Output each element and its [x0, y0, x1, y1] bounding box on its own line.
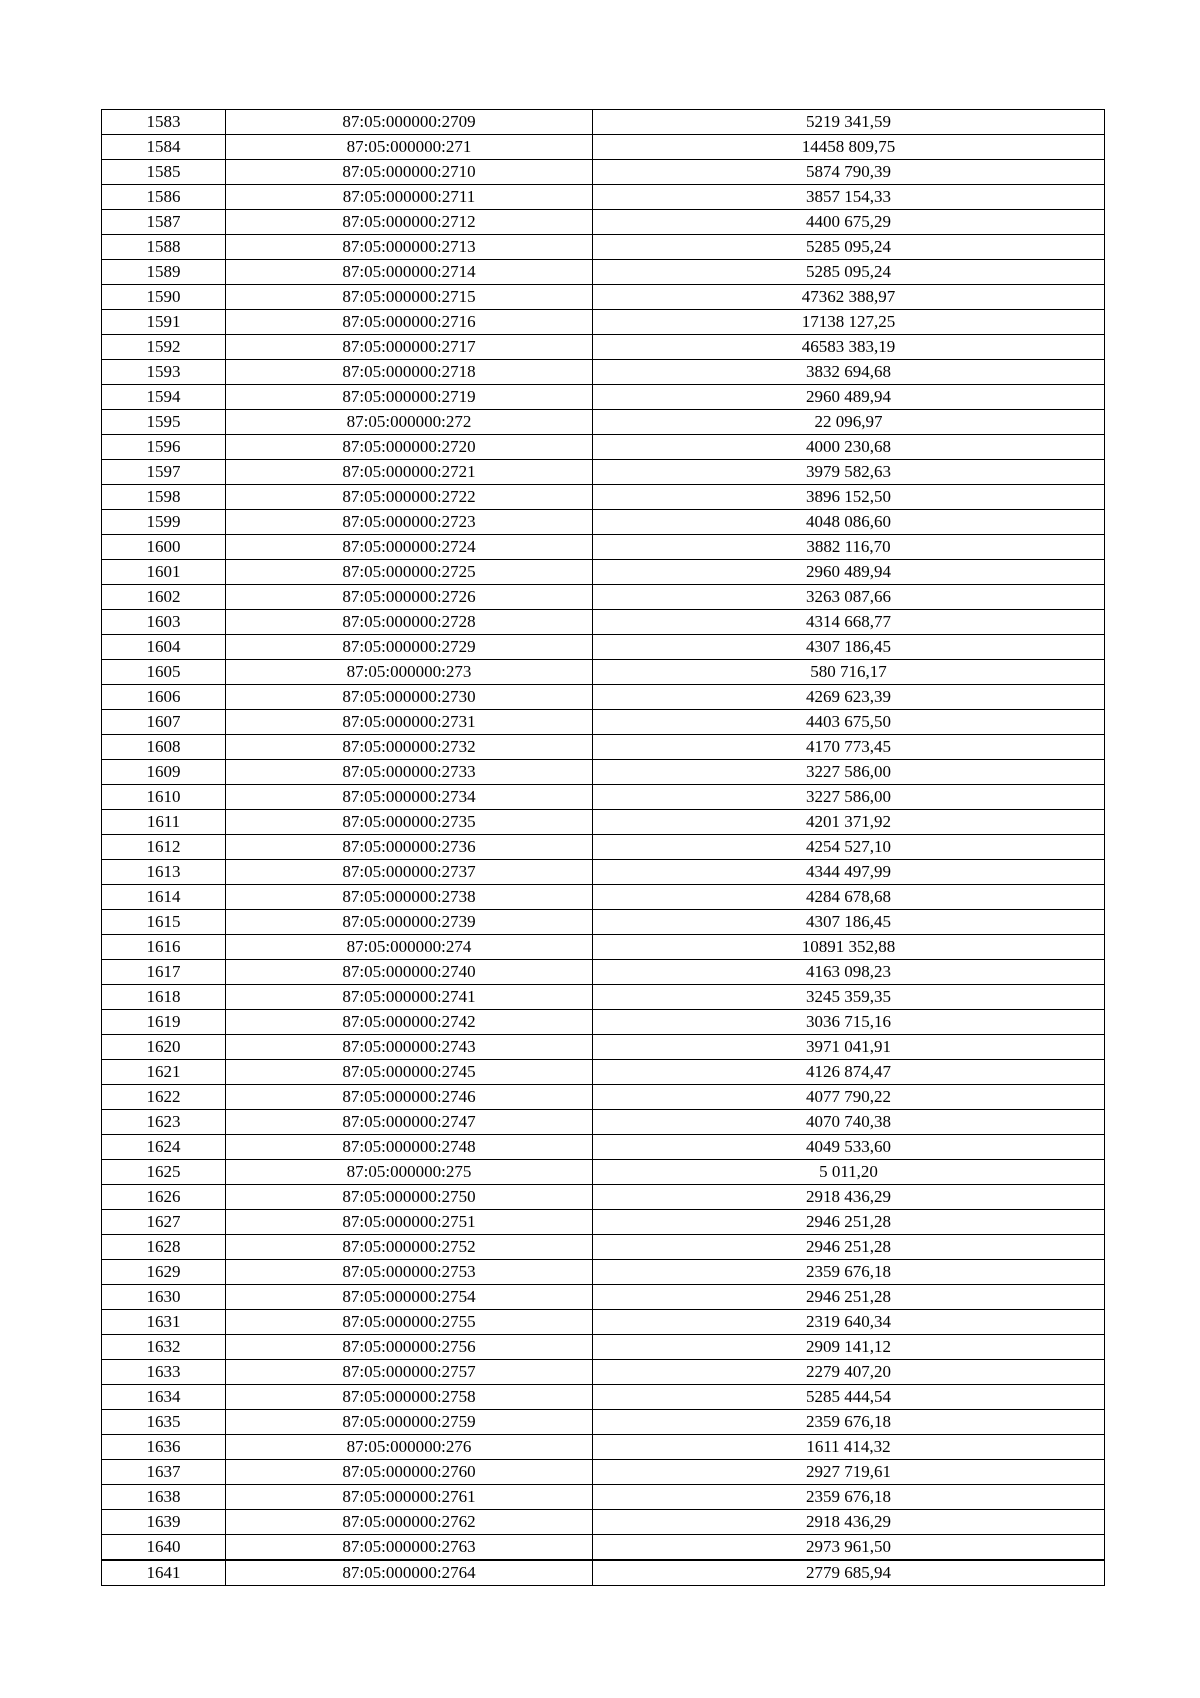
- table-row: [102, 1485, 1105, 1510]
- cadastral-number-cell: 87:05:000000:2710: [226, 160, 593, 185]
- row-number-cell: 1590: [102, 285, 226, 310]
- row-number-cell: 1592: [102, 335, 226, 360]
- cadastral-number-cell: 87:05:000000:2760: [226, 1460, 593, 1485]
- row-number-cell: 1585: [102, 160, 226, 185]
- value-cell: 5285 444,54: [593, 1385, 1105, 1410]
- cadastral-number-cell: 87:05:000000:2711: [226, 185, 593, 210]
- row-number-cell: 1613: [102, 860, 226, 885]
- table-row: [102, 285, 1105, 310]
- cadastral-number-cell: 87:05:000000:2759: [226, 1410, 593, 1435]
- row-number-cell: 1637: [102, 1460, 226, 1485]
- row-number-cell: 1621: [102, 1060, 226, 1085]
- cadastral-number-cell: 87:05:000000:2747: [226, 1110, 593, 1135]
- table-row: [102, 135, 1105, 160]
- value-cell: 4170 773,45: [593, 735, 1105, 760]
- table-row: [102, 910, 1105, 935]
- row-number-cell: 1633: [102, 1360, 226, 1385]
- table-row: [102, 1185, 1105, 1210]
- table-row: [102, 1010, 1105, 1035]
- table-row: [102, 210, 1105, 235]
- table-row: [102, 510, 1105, 535]
- row-number-cell: 1638: [102, 1485, 226, 1510]
- cadastral-number-cell: 87:05:000000:2757: [226, 1360, 593, 1385]
- table-row: [102, 335, 1105, 360]
- table-row: [102, 410, 1105, 435]
- value-cell: 2909 141,12: [593, 1335, 1105, 1360]
- value-cell: 4126 874,47: [593, 1060, 1105, 1085]
- row-number-cell: 1639: [102, 1510, 226, 1535]
- cadastral-number-cell: 87:05:000000:2742: [226, 1010, 593, 1035]
- row-number-cell: 1584: [102, 135, 226, 160]
- cadastral-number-cell: 87:05:000000:2762: [226, 1510, 593, 1535]
- row-number-cell: 1617: [102, 960, 226, 985]
- cadastral-number-cell: 87:05:000000:2713: [226, 235, 593, 260]
- cadastral-number-cell: 87:05:000000:2723: [226, 510, 593, 535]
- document-table-container: [101, 109, 1104, 1586]
- table-row: [102, 885, 1105, 910]
- table-row: [102, 760, 1105, 785]
- value-cell: 5874 790,39: [593, 160, 1105, 185]
- value-cell: 4048 086,60: [593, 510, 1105, 535]
- row-number-cell: 1626: [102, 1185, 226, 1210]
- row-number-cell: 1623: [102, 1110, 226, 1135]
- table-row: [102, 860, 1105, 885]
- row-number-cell: 1591: [102, 310, 226, 335]
- cadastral-number-cell: 87:05:000000:2720: [226, 435, 593, 460]
- cadastral-number-cell: 87:05:000000:2758: [226, 1385, 593, 1410]
- value-cell: 3832 694,68: [593, 360, 1105, 385]
- table-row: [102, 1535, 1105, 1561]
- table-row: [102, 1135, 1105, 1160]
- row-number-cell: 1602: [102, 585, 226, 610]
- row-number-cell: 1627: [102, 1210, 226, 1235]
- value-cell: 5285 095,24: [593, 260, 1105, 285]
- table-row: [102, 835, 1105, 860]
- value-cell: 2946 251,28: [593, 1235, 1105, 1260]
- table-row: [102, 960, 1105, 985]
- table-row: [102, 1285, 1105, 1310]
- row-number-cell: 1632: [102, 1335, 226, 1360]
- cadastral-number-cell: 87:05:000000:274: [226, 935, 593, 960]
- cadastral-number-cell: 87:05:000000:2709: [226, 110, 593, 135]
- row-number-cell: 1599: [102, 510, 226, 535]
- value-cell: 10891 352,88: [593, 935, 1105, 960]
- table-row: [102, 1160, 1105, 1185]
- value-cell: 22 096,97: [593, 410, 1105, 435]
- table-row: [102, 585, 1105, 610]
- row-number-cell: 1597: [102, 460, 226, 485]
- cadastral-number-cell: 87:05:000000:2756: [226, 1335, 593, 1360]
- row-number-cell: 1622: [102, 1085, 226, 1110]
- value-cell: 4077 790,22: [593, 1085, 1105, 1110]
- cadastral-number-cell: 87:05:000000:2741: [226, 985, 593, 1010]
- row-number-cell: 1612: [102, 835, 226, 860]
- value-cell: 14458 809,75: [593, 135, 1105, 160]
- value-cell: 2946 251,28: [593, 1285, 1105, 1310]
- row-number-cell: 1609: [102, 760, 226, 785]
- value-cell: 3882 116,70: [593, 535, 1105, 560]
- table-row: [102, 935, 1105, 960]
- table-row: [102, 535, 1105, 560]
- cadastral-number-cell: 87:05:000000:2746: [226, 1085, 593, 1110]
- value-cell: 3227 586,00: [593, 760, 1105, 785]
- table-row: [102, 635, 1105, 660]
- value-cell: 47362 388,97: [593, 285, 1105, 310]
- value-cell: 2946 251,28: [593, 1210, 1105, 1235]
- cadastral-number-cell: 87:05:000000:2719: [226, 385, 593, 410]
- value-cell: 3245 359,35: [593, 985, 1105, 1010]
- table-row: [102, 385, 1105, 410]
- value-cell: 2319 640,34: [593, 1310, 1105, 1335]
- table-row: [102, 1035, 1105, 1060]
- cadastral-number-cell: 87:05:000000:2751: [226, 1210, 593, 1235]
- table-row: [102, 1460, 1105, 1485]
- table-body: [102, 110, 1105, 1586]
- table-row: [102, 1110, 1105, 1135]
- value-cell: 1611 414,32: [593, 1435, 1105, 1460]
- row-number-cell: 1608: [102, 735, 226, 760]
- cadastral-number-cell: 87:05:000000:2715: [226, 285, 593, 310]
- cadastral-number-cell: 87:05:000000:2714: [226, 260, 593, 285]
- row-number-cell: 1603: [102, 610, 226, 635]
- cadastral-number-cell: 87:05:000000:2728: [226, 610, 593, 635]
- row-number-cell: 1624: [102, 1135, 226, 1160]
- row-number-cell: 1606: [102, 685, 226, 710]
- row-number-cell: 1614: [102, 885, 226, 910]
- value-cell: 2918 436,29: [593, 1185, 1105, 1210]
- value-cell: 4307 186,45: [593, 635, 1105, 660]
- value-cell: 4201 371,92: [593, 810, 1105, 835]
- cadastral-number-cell: 87:05:000000:2724: [226, 535, 593, 560]
- row-number-cell: 1628: [102, 1235, 226, 1260]
- cadastral-number-cell: 87:05:000000:2734: [226, 785, 593, 810]
- row-number-cell: 1635: [102, 1410, 226, 1435]
- cadastral-number-cell: 87:05:000000:2761: [226, 1485, 593, 1510]
- table-row: [102, 310, 1105, 335]
- cadastral-number-cell: 87:05:000000:276: [226, 1435, 593, 1460]
- cadastral-number-cell: 87:05:000000:275: [226, 1160, 593, 1185]
- cadastral-number-cell: 87:05:000000:2764: [226, 1560, 593, 1586]
- value-cell: 2927 719,61: [593, 1460, 1105, 1485]
- row-number-cell: 1641: [102, 1560, 226, 1586]
- table-row: [102, 1560, 1105, 1586]
- value-cell: 4400 675,29: [593, 210, 1105, 235]
- value-cell: 3036 715,16: [593, 1010, 1105, 1035]
- cadastral-number-cell: 87:05:000000:2718: [226, 360, 593, 385]
- table-row: [102, 560, 1105, 585]
- table-row: [102, 435, 1105, 460]
- value-cell: 3857 154,33: [593, 185, 1105, 210]
- row-number-cell: 1596: [102, 435, 226, 460]
- row-number-cell: 1586: [102, 185, 226, 210]
- cadastral-number-cell: 87:05:000000:2736: [226, 835, 593, 860]
- value-cell: 3896 152,50: [593, 485, 1105, 510]
- row-number-cell: 1616: [102, 935, 226, 960]
- table-row: [102, 360, 1105, 385]
- value-cell: 4049 533,60: [593, 1135, 1105, 1160]
- cadastral-number-cell: 87:05:000000:2730: [226, 685, 593, 710]
- cadastral-number-cell: 87:05:000000:2750: [226, 1185, 593, 1210]
- table-row: [102, 1435, 1105, 1460]
- row-number-cell: 1589: [102, 260, 226, 285]
- row-number-cell: 1605: [102, 660, 226, 685]
- row-number-cell: 1640: [102, 1535, 226, 1561]
- value-cell: 4070 740,38: [593, 1110, 1105, 1135]
- table-row: [102, 710, 1105, 735]
- value-cell: 5219 341,59: [593, 110, 1105, 135]
- cadastral-number-cell: 87:05:000000:2733: [226, 760, 593, 785]
- row-number-cell: 1595: [102, 410, 226, 435]
- row-number-cell: 1625: [102, 1160, 226, 1185]
- value-cell: 3227 586,00: [593, 785, 1105, 810]
- row-number-cell: 1588: [102, 235, 226, 260]
- value-cell: 3971 041,91: [593, 1035, 1105, 1060]
- table-row: [102, 1060, 1105, 1085]
- cadastral-number-cell: 87:05:000000:272: [226, 410, 593, 435]
- value-cell: 46583 383,19: [593, 335, 1105, 360]
- row-number-cell: 1620: [102, 1035, 226, 1060]
- cadastral-number-cell: 87:05:000000:2754: [226, 1285, 593, 1310]
- cadastral-number-cell: 87:05:000000:2712: [226, 210, 593, 235]
- table-row: [102, 485, 1105, 510]
- value-cell: 3979 582,63: [593, 460, 1105, 485]
- table-row: [102, 110, 1105, 135]
- row-number-cell: 1610: [102, 785, 226, 810]
- cadastral-number-cell: 87:05:000000:2717: [226, 335, 593, 360]
- value-cell: 17138 127,25: [593, 310, 1105, 335]
- row-number-cell: 1583: [102, 110, 226, 135]
- row-number-cell: 1629: [102, 1260, 226, 1285]
- table-row: [102, 1510, 1105, 1535]
- cadastral-number-cell: 87:05:000000:2726: [226, 585, 593, 610]
- table-row: [102, 460, 1105, 485]
- value-cell: 4344 497,99: [593, 860, 1105, 885]
- cadastral-number-cell: 87:05:000000:2748: [226, 1135, 593, 1160]
- cadastral-number-cell: 87:05:000000:2739: [226, 910, 593, 935]
- table-row: [102, 1085, 1105, 1110]
- table-row: [102, 610, 1105, 635]
- row-number-cell: 1598: [102, 485, 226, 510]
- table-row: [102, 785, 1105, 810]
- value-cell: 4163 098,23: [593, 960, 1105, 985]
- cadastral-number-cell: 87:05:000000:2735: [226, 810, 593, 835]
- row-number-cell: 1587: [102, 210, 226, 235]
- table-row: [102, 1310, 1105, 1335]
- table-row: [102, 1385, 1105, 1410]
- table-row: [102, 810, 1105, 835]
- value-cell: 4254 527,10: [593, 835, 1105, 860]
- table-row: [102, 1360, 1105, 1385]
- table-row: [102, 185, 1105, 210]
- value-cell: 2779 685,94: [593, 1560, 1105, 1586]
- row-number-cell: 1619: [102, 1010, 226, 1035]
- row-number-cell: 1593: [102, 360, 226, 385]
- table-row: [102, 1410, 1105, 1435]
- row-number-cell: 1600: [102, 535, 226, 560]
- cadastral-number-cell: 87:05:000000:2738: [226, 885, 593, 910]
- row-number-cell: 1636: [102, 1435, 226, 1460]
- cadastral-number-cell: 87:05:000000:2753: [226, 1260, 593, 1285]
- value-cell: 2918 436,29: [593, 1510, 1105, 1535]
- cadastral-number-cell: 87:05:000000:2732: [226, 735, 593, 760]
- row-number-cell: 1601: [102, 560, 226, 585]
- cadastral-number-cell: 87:05:000000:2737: [226, 860, 593, 885]
- cadastral-number-cell: 87:05:000000:271: [226, 135, 593, 160]
- table-row: [102, 1335, 1105, 1360]
- cadastral-number-cell: 87:05:000000:2721: [226, 460, 593, 485]
- table-row: [102, 685, 1105, 710]
- cadastral-number-cell: 87:05:000000:273: [226, 660, 593, 685]
- cadastral-number-cell: 87:05:000000:2725: [226, 560, 593, 585]
- value-cell: 2960 489,94: [593, 385, 1105, 410]
- table-row: [102, 1235, 1105, 1260]
- row-number-cell: 1618: [102, 985, 226, 1010]
- row-number-cell: 1594: [102, 385, 226, 410]
- cadastral-number-cell: 87:05:000000:2763: [226, 1535, 593, 1561]
- cadastral-number-cell: 87:05:000000:2743: [226, 1035, 593, 1060]
- cadastral-number-cell: 87:05:000000:2755: [226, 1310, 593, 1335]
- value-cell: 2359 676,18: [593, 1260, 1105, 1285]
- table-row: [102, 1210, 1105, 1235]
- row-number-cell: 1631: [102, 1310, 226, 1335]
- table-row: [102, 160, 1105, 185]
- cadastral-number-cell: 87:05:000000:2731: [226, 710, 593, 735]
- cadastral-number-cell: 87:05:000000:2740: [226, 960, 593, 985]
- value-cell: 5285 095,24: [593, 235, 1105, 260]
- value-cell: 5 011,20: [593, 1160, 1105, 1185]
- value-cell: 4403 675,50: [593, 710, 1105, 735]
- cadastral-number-cell: 87:05:000000:2729: [226, 635, 593, 660]
- value-cell: 4307 186,45: [593, 910, 1105, 935]
- table-row: [102, 660, 1105, 685]
- value-cell: 4314 668,77: [593, 610, 1105, 635]
- cadastral-value-table: [101, 109, 1105, 1586]
- table-row: [102, 235, 1105, 260]
- value-cell: 4000 230,68: [593, 435, 1105, 460]
- value-cell: 580 716,17: [593, 660, 1105, 685]
- value-cell: 4269 623,39: [593, 685, 1105, 710]
- value-cell: 2960 489,94: [593, 560, 1105, 585]
- row-number-cell: 1604: [102, 635, 226, 660]
- cadastral-number-cell: 87:05:000000:2716: [226, 310, 593, 335]
- row-number-cell: 1607: [102, 710, 226, 735]
- value-cell: 3263 087,66: [593, 585, 1105, 610]
- value-cell: 4284 678,68: [593, 885, 1105, 910]
- table-row: [102, 985, 1105, 1010]
- row-number-cell: 1630: [102, 1285, 226, 1310]
- row-number-cell: 1634: [102, 1385, 226, 1410]
- table-row: [102, 1260, 1105, 1285]
- row-number-cell: 1615: [102, 910, 226, 935]
- value-cell: 2359 676,18: [593, 1485, 1105, 1510]
- value-cell: 2279 407,20: [593, 1360, 1105, 1385]
- value-cell: 2359 676,18: [593, 1410, 1105, 1435]
- row-number-cell: 1611: [102, 810, 226, 835]
- cadastral-number-cell: 87:05:000000:2745: [226, 1060, 593, 1085]
- table-row: [102, 260, 1105, 285]
- cadastral-number-cell: 87:05:000000:2722: [226, 485, 593, 510]
- table-row: [102, 735, 1105, 760]
- value-cell: 2973 961,50: [593, 1535, 1105, 1561]
- cadastral-number-cell: 87:05:000000:2752: [226, 1235, 593, 1260]
